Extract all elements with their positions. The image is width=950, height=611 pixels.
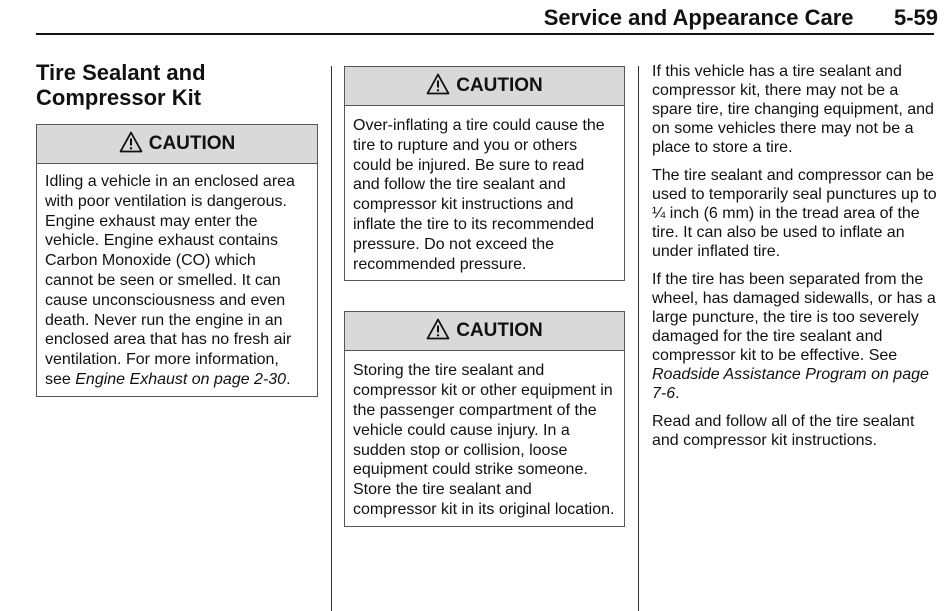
caution-header — [345, 312, 624, 351]
warning-triangle-icon — [426, 73, 450, 95]
caution-text: Over-inflating a tire could cause the tire to rupture and you or others could be injured. Be sure to read and follow the tire sealant and compressor kit instructions and inflate the tire to its recommended pressure. Do not exceed the recommended pressure. — [353, 117, 605, 273]
column-middle — [344, 66, 625, 557]
caution-box — [344, 311, 625, 526]
caution-label: CAUTION — [456, 75, 543, 96]
body-paragraph — [652, 270, 942, 403]
header-title: Service and Appearance Care — [543, 5, 854, 30]
page-number: 5-59 — [893, 5, 938, 30]
caution-header — [37, 125, 317, 164]
caution-text — [37, 164, 317, 396]
caution-text: Storing the tire sealant and compressor kit or other equipment in the passenger compartment of the vehicle could cause injury. In a sudden stop or collision, loose equipment could strike someone. Store the tire sealant and compressor kit in its original location. — [353, 362, 615, 518]
paragraph-tail: . — [675, 385, 680, 402]
caution-body-text: Idling a vehicle in an enclosed area with poor ventilation is dangerous. Engine exhaust may enter the vehicle. Engine exhaust contains Carbon Monoxide (CO) which cannot be seen or smelled. It can cause unconsciousness and even death. Never run the engine in an enclosed area that has no fresh air ventilation. For more information, see — [45, 173, 295, 388]
warning-triangle-icon — [119, 131, 143, 153]
column-right — [652, 62, 942, 459]
caution-box — [344, 66, 625, 281]
page-header — [0, 5, 938, 29]
caution-label: CAUTION — [148, 133, 236, 154]
body-paragraph: The tire sealant and compressor can be used to temporarily seal punctures up to ¼ inch (6 mm) in the tread area of the tire. It can also be used to inflate an under inflated tire. — [652, 167, 937, 260]
caution-header — [345, 67, 624, 106]
body-paragraph: Read and follow all of the tire sealant and compressor kit instructions. — [652, 413, 915, 449]
warning-triangle-icon — [426, 318, 450, 340]
caution-label: CAUTION — [456, 320, 543, 342]
column-divider — [331, 66, 332, 611]
body-paragraph: If this vehicle has a tire sealant and compressor kit, there may not be a spare tire, tire changing equipment, and on some vehicles there may not be a place to store a tire. — [652, 63, 934, 156]
cross-reference-link[interactable]: Engine Exhaust on page 2-30 — [75, 370, 287, 388]
cross-reference-link[interactable]: Roadside Assistance Program on page 7-6 — [652, 366, 929, 402]
column-left — [36, 60, 318, 427]
section-title: Tire Sealant and Compressor Kit — [36, 60, 206, 110]
column-divider — [638, 66, 639, 611]
paragraph-text: If the tire has been separated from the wheel, has damaged sidewalls, or has a large puncture, the tire is too severely damaged for the tire sealant and compressor kit to be effective. See — [652, 271, 936, 364]
caution-tail: . — [286, 370, 291, 388]
header-divider — [36, 33, 934, 35]
caution-box — [36, 124, 318, 397]
